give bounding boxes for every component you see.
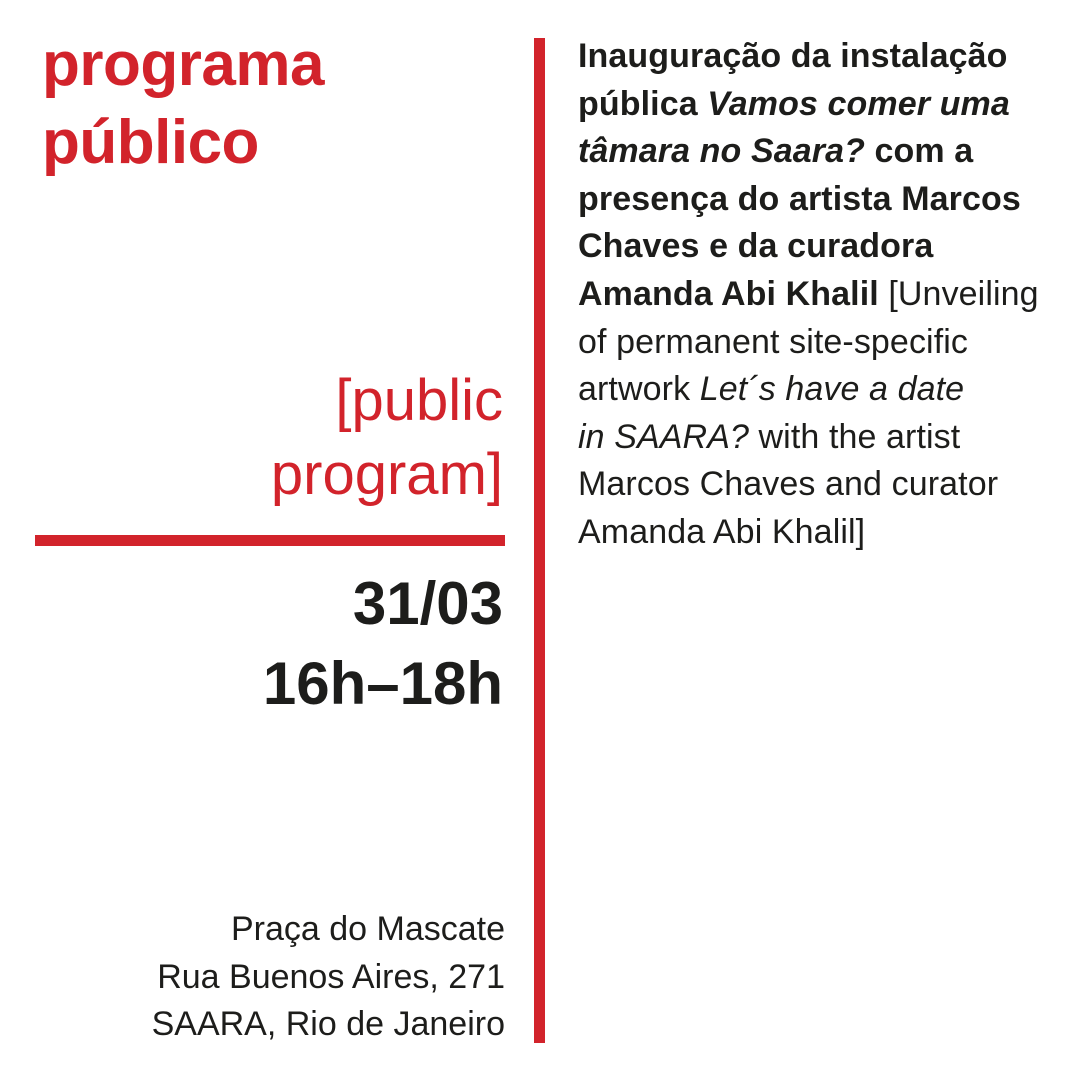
text-run: of permanent site-specific	[578, 322, 968, 361]
text-run: Inauguração da instalação	[578, 37, 1008, 75]
text-line: público	[42, 108, 259, 177]
text-run: com a	[864, 132, 974, 171]
text-line	[578, 366, 1039, 414]
text-line	[578, 461, 1039, 509]
text-line	[578, 271, 1039, 319]
text-line: program]	[270, 442, 503, 507]
text-line	[578, 319, 1039, 367]
event-description	[578, 33, 1039, 557]
text-line: [public	[335, 368, 503, 433]
text-line: Praça do Mascate	[230, 910, 505, 948]
text-line: 31/03	[352, 570, 503, 637]
text-line	[578, 223, 1039, 271]
text-line: programa	[42, 30, 324, 99]
text-run: with the artist	[748, 417, 961, 456]
text-run: Chaves e da curadora	[578, 227, 934, 266]
text-line	[578, 176, 1039, 224]
text-line	[578, 128, 1039, 176]
text-run: Marcos Chaves and curator	[578, 465, 999, 504]
title-portuguese	[42, 26, 324, 182]
text-run: presença do artista Marcos	[578, 179, 1021, 218]
text-run: [Unveiling	[878, 274, 1039, 313]
text-line	[578, 33, 1039, 81]
event-address	[152, 906, 505, 1049]
text-run: tâmara no Saara?	[578, 132, 865, 171]
text-line	[578, 509, 1039, 557]
text-line: Rua Buenos Aires, 271	[157, 957, 505, 996]
text-run: Vamos comer uma	[707, 84, 1010, 123]
text-line	[578, 414, 1039, 462]
vertical-divider	[534, 38, 545, 1043]
text-run: Amanda Abi Khalil	[578, 274, 879, 313]
title-english	[271, 364, 503, 512]
event-date-time	[263, 564, 503, 724]
text-run: in SAARA?	[578, 417, 749, 456]
text-run: pública	[578, 84, 708, 123]
horizontal-rule	[35, 535, 505, 546]
text-run: Amanda Abi Khalil]	[578, 512, 866, 551]
text-line	[578, 81, 1039, 129]
text-run: Let´s have a date	[699, 370, 965, 409]
text-run: artwork	[578, 370, 700, 409]
text-line: 16h–18h	[262, 650, 503, 717]
text-line: SAARA, Rio de Janeiro	[151, 1005, 505, 1043]
